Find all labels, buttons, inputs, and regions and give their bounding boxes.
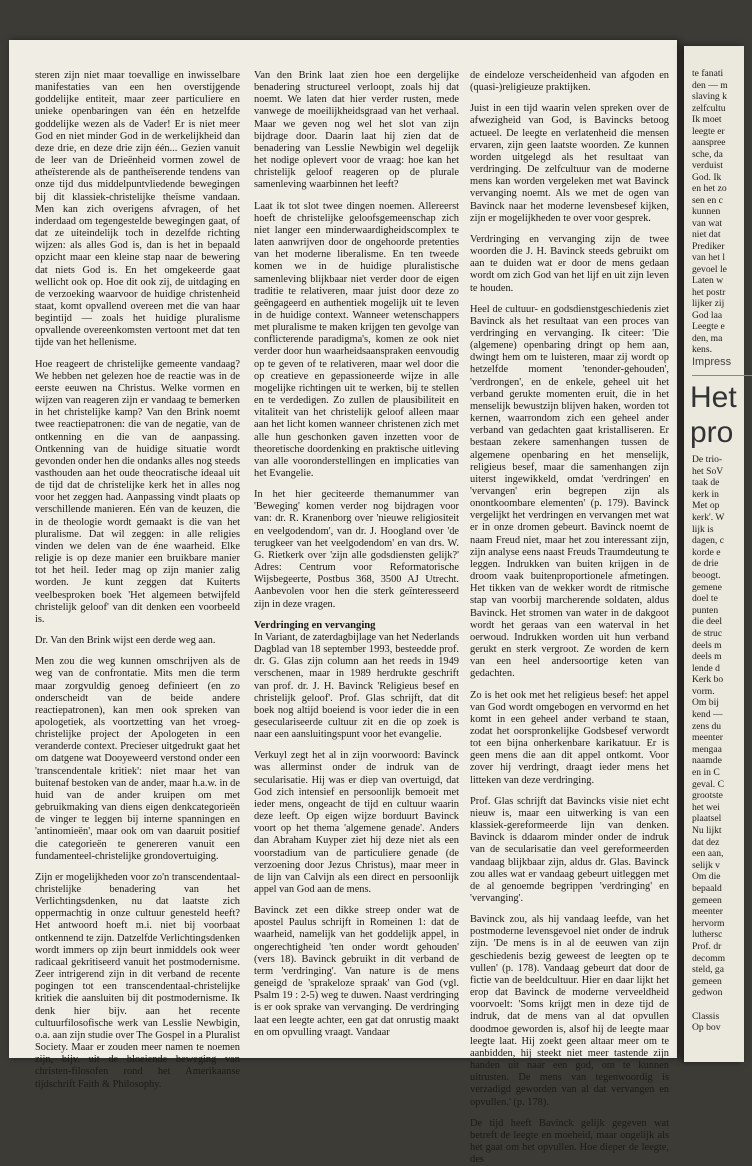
paragraph: Laat ik tot slot twee dingen noemen. Allereerst hoeft de christelijke geloofsgemeenschap zich niet langer een minderwaardigheidscomplex te laten aanwrijven door de ongehoorde pretenties van het moderne liberalisme. En ten tweede komen we in de huidige pluralistische samenleving blijkbaar niet verder door de eigen traditie te relativeren, maar juist door deze zo geëngageerd en authentiek mogelijk uit te leven in de huidige context. Wanneer wetenschappers met pluralisme te maken krijgen ten gevolge van conflicterende paradigma's, komen ze ook niet verder door hun waarheidsaanspraken eenvoudig op te geven of te relativeren, maar wel door die op creatieve en gepassioneerde wijze in alle mogelijke richtingen uit te werken, bij te stellen en te verdedigen. Zo zullen de plausibiliteit en vitaliteit van het christelijk geloof alleen maar aan het licht komen wanneer christenen zich met alle hun geschonken gaven inzetten voor de theoretische doordenking en praktische uitleving van alle vooronderstellingen en implicaties van het Evangelie. — [254, 200, 459, 479]
text-fragment: beoogt. — [692, 569, 721, 581]
paragraph: Prof. Glas schrijft dat Bavincks visie niet echt nieuw is, maar een uitwerking is van een klassiek-gereformeerde lijn van denken. Bavinck is ddaarom minder onder de indruk van de secularisatie dan veel gereformeerden vandaag blijkbaar zijn, aldus dr. Glas. Bavinck zou alles wat er vandaag gebeurt uitleggen met de al genoemde begrippen 'verdringing' en 'vervanging'. — [470, 795, 669, 904]
paragraph: Verdringing en vervanging zijn de twee woorden die J. H. Bavinck steeds gebruikt om aan te duiden wat er door de mens gedaan wordt om zich God van het lijf en uit zijn leven te houden. — [470, 233, 669, 294]
paragraph: de eindeloze verscheidenheid van afgoden en (quasi-)religieuze praktijken. — [470, 70, 669, 94]
text-fragment: Nu lijkt — [692, 825, 722, 836]
text-fragment: die deel — [692, 616, 723, 628]
text-fragment: decomm — [692, 952, 726, 964]
text-fragment: De trio- — [692, 454, 723, 465]
paragraph: Zo is het ook met het religieus besef: het appel van God wordt omgebogen en vervormd en het komt in een geheel ander verband te staan, zodat het oorspronkelijke Godsbesef verwordt tot een bijna onherkenbare karikatuur. Er is geen mens die aan dit appel ontkomt. Voor zover hij verdringt, draagt ieder mens het litteken van deze verdringing. — [470, 689, 669, 786]
text-fragment: het postr — [692, 286, 726, 298]
text-fragment: het wei — [692, 801, 720, 813]
text-fragment: lijker zij — [692, 298, 725, 309]
text-fragment: Om bij — [692, 697, 719, 709]
paragraph: De tijd heeft Bavinck gelijk gegeven wat betreft de leegte en moeheid, maar ongelijk als het gaat om het opvullen. Hoe dieper de leegte, des — [470, 1117, 669, 1166]
text-fragment: doel te — [692, 593, 718, 605]
text-fragment: dat dez — [692, 836, 720, 848]
text-fragment: Prof. dr — [692, 940, 722, 952]
newspaper-page — [9, 40, 677, 1166]
paragraph: In Variant, de zaterdagbijlage van het Nederlands Dagblad van 18 september 1993, besteedde prof. dr. G. Glas zijn column aan het reeds in 1949 verschenen, maar in 1989 herdrukte geschrift van prof. dr. J. H. Bavinck 'Religieus besef en christelijk geloof'. Prof. Glas schrijft, dat dit boek nog altijd boeiend is voor ieder die in een geseculariseerde cultuur zit en die op zoek is naar een aansluitingspunt voor het evangelie. — [254, 631, 459, 741]
text-fragment: Leegte e — [692, 321, 725, 332]
paragraph: Juist in een tijd waarin velen spreken over de afwezigheid van God, is Bavincks betoog actueel. De leegte en verlatenheid die mensen ervaren, zijn geen laatste woorden. Ze kunnen worden uitgelegd als het resultaat van verdringing. De zelfcultuur van de moderne mens kan worden vergeleken met wat Bavinck vervanging noemt. Als we met de ogen van Bavinck naar het moderne levensbesef kijken, zijn er mogelijkheden te over voor gesprek. — [470, 103, 669, 224]
adjacent-page-edge — [684, 46, 744, 1062]
text-fragment: Classis — [692, 1010, 720, 1022]
text-fragment: en het zo — [692, 183, 727, 194]
paragraph: Zijn er mogelijkheden voor zo'n transcendentaal-christelijke benadering van het Verlichtingsdenken, nu dat laatste zich oppermachtig in onze cultuur genesteld heeft? Het antwoord hoeft m.i. niet bij voorbaat ontkennend te zijn. Datzelfde Verlichtingsdenken wordt immers op zijn beurt inmiddels ook weer radicaal gekritiseerd vanuit het postmodernisme. Zeer intrigerend zijn in dit verband de recente pogingen tot een transcendentaal-christelijke kritiek die aansluiten bij dit postmodernisme. Ik denk hier bijv. aan het recente cultuurfilosofische werk van Lesslie Newbigin, o.a. aan zijn studie over The Gospel in a Pluralist Society. Maar er zouden meer namen te noemen zijn, bijv. uit de bloeiende beweging van christen-filosofen rond het Amerikaanse tijdschrift Faith & Philosophy. — [35, 871, 240, 1090]
text-fragment: Met op — [692, 500, 720, 512]
paragraph: Bavinck zet een dikke streep onder wat de apostel Paulus schrijft in Romeinen 1: dat de waarheid, namelijk van het goddelijk appel, in ongerechtigheid 'ten onder wordt gehouden' (vers 18). Bavinck gebruikt in dit verband de term 'verdringing'. Van nature is de mens geneigd de 'sprakeloze spraak' van God (vgl. Psalm 19 : 2-5) weg te duwen. Naast verdringing is er ook sprake van vervanging. De verdringing laat een leegte achter, een gat dat onrustig maakt en om opvulling vraagt. Vandaar — [254, 905, 459, 1038]
text-fragment: God laa — [692, 309, 723, 321]
text-fragment: God. Ik — [692, 171, 722, 183]
paragraph: Van den Brink laat zien hoe een dergelijke benadering structureel verloopt, zoals hij dat noemt. We laten dat hier verder rusten, mede vanwege de moeilijkheidsgraad van het verhaal. Maar we geven nog wel het slot van zijn bijdrage door. Daarin laat hij zien dat de benadering van Lesslie Newbigin wel degelijk het nodige oplevert voor de vraag: hoe kan het christelijk geloof reageren op de plurale samenleving waarbinnen het leeft? — [254, 70, 459, 191]
text-fragment: te fanati — [692, 68, 724, 79]
paragraph: steren zijn niet maar toevallige en inwisselbare manifestaties van een hen overstijgende goddelijke entiteit, maar zeer particuliere en unieke openbaringen van één en hetzelfde goddelijke wezen als de Vader! Er is niet meer God en niet minder God in de werkelijkheid dan deze drie, en deze drie zijn één... Gezien vanuit de leer van de Drieënheid vormen zowel de atheïsterende als de pantheïserende tendens van onze tijd dus middelpuntvliedende bewegingen bij dit klassiek-christelijke theïsme vandaan. Men kan zich overigens afvragen, of het inderdaad om tegengestelde bewegingen gaat, of dat ze uiteindelijk toch in dezelfde richting wijzen: als alles God is, dan is het in bepaald opzicht maar een kleine stap naar de bewering dat niets God is. En het omgekeerde gaat wellicht ook op. Hoe dit ook zij, de uitdaging en de verzoeking waarvoor de huidige christenheid staat, komt opvallend overeen met die van haar begintijd — zoals het huidige pluralisme opvallende overeenkomsten vertoont met dat ten tijde van het hellenisme. — [35, 70, 240, 349]
text-fragment: geval. C — [692, 778, 724, 790]
text-fragment: lende d — [692, 662, 720, 674]
adjacent-headline — [690, 380, 737, 450]
text-fragment: den, ma — [692, 332, 723, 344]
adjacent-kicker: Impress — [692, 356, 732, 368]
text-fragment: taak de — [692, 477, 720, 489]
text-fragment: meenter — [692, 732, 723, 744]
text-fragment: kerk'. W — [692, 511, 725, 523]
paragraph: Dr. Van den Brink wijst een derde weg aan. — [35, 635, 216, 647]
text-fragment: van het l — [692, 252, 726, 263]
text-fragment: en in C — [692, 767, 720, 779]
text-fragment: vorm. — [692, 685, 715, 697]
text-fragment: een aan, — [692, 848, 724, 860]
text-fragment: zens du — [692, 720, 722, 732]
text-fragment: het SoV — [692, 465, 724, 477]
divider — [692, 375, 752, 376]
text-fragment: niet dat — [692, 229, 721, 240]
text-fragment: Om die — [692, 871, 721, 883]
text-fragment: den — m — [692, 79, 728, 91]
text-fragment: kend — — [692, 709, 723, 721]
paragraph: Heel de cultuur- en godsdienstgeschiedenis ziet Bavinck als het resultaat van een proces van verdringing en vervanging. Ik citeer: 'Die (algemene) openbaring dringt op hem aan, dwingt hem om te luisteren, maar zij wordt op hetzelfde moment 'tenonder-gehouden', 'verdrongen', en de enkele, geheel uit het verband gerukte momenten eruit, die in het menselijk bewustzijn blijven haken, worden tot kernen, waarrondom zich een geheel ander verband van gedachten gaat kristalliseren. Er bestaan zekere samenhangen tussen de algemene openbaring en het menselijk, religieus besef, maar die samenhangen zijn uiterst ingewikkeld, omdat 'verdringen' en 'vervangen' erin begrepen zijn als onontkoombare elementen' (p. 179). Bavinck vergelijkt het verdringen en vervangen met wat er in onze dromen gebeurt. Bavinck noemt de naam Freud niet, maar het zou interessant zijn, zijn analyse eens naast Freuds Traumdeutung te leggen. Indrukken van buiten krijgen in de droom vaak buitenproportionele afmetingen. Het tikken van de wekker wordt de ritmische stap van voorbij marcherende soldaten, aldus Bavinck. Het stromen van water in de dakgoot wordt het geraas van een waterval in het oerwoud. Indrukken worden uit hun verband gerukt en sterk vergroot. Ze worden de kern van een heel andersoortige keten van gedachten. — [470, 303, 669, 680]
text-fragment: Op bov — [692, 1022, 721, 1034]
adjacent-text-fragments — [692, 68, 744, 356]
text-fragment: de struc — [692, 627, 723, 639]
text-fragment: gemene — [692, 581, 722, 593]
text-fragment: grootste — [692, 790, 723, 802]
text-fragment: dagen, c — [692, 535, 724, 547]
text-fragment: aanspree — [692, 137, 726, 148]
text-fragment: gevoel le — [692, 263, 727, 275]
text-fragment: meenter — [692, 906, 723, 918]
text-fragment — [692, 999, 744, 1011]
text-fragment: deels m — [692, 651, 722, 663]
text-fragment: van wat — [692, 217, 723, 229]
text-fragment: plaatsel — [692, 813, 722, 825]
text-fragment: naamde — [692, 755, 722, 767]
text-fragment: punten — [692, 604, 719, 616]
text-fragment: sche, da — [692, 148, 723, 160]
text-fragment: verduist — [692, 160, 723, 171]
text-fragment: Prediker — [692, 240, 725, 252]
text-fragment: Ik moet — [692, 114, 722, 125]
text-fragment: kens. — [692, 344, 712, 355]
text-fragment: sen en c — [692, 194, 723, 206]
text-fragment: Laten w — [692, 275, 724, 286]
paragraph: Bavinck zou, als hij vandaag leefde, van het postmoderne levensgevoel niet onder de indruk zijn. 'De mens is in al de eeuwen van zijn geschiedenis bezig geweest de leegten op te vullen' (p. 178). Vandaag gebeurt dat door de fictie van de beeldcultuur. Hier en daar lijkt het erop dat Bavinck de moderne verveeldheid voorvoelt: 'Soms krijgt men in deze tijd de indruk, dat de mens van al dat opvullen doodmoe geworden is, alsof hij de leegte maar leegte laat. Hij zoekt geen altaar meer om te aanbidden, hij steekt niet meer tastende zijn handen uit naar een god, om te kunnen uitrusten. De mens van tegenwoordig is verzadigd geworden van al dat vervangen en opvullen.' (p. 178). — [470, 914, 669, 1108]
text-fragment: selijk v — [692, 859, 720, 871]
paragraph: Verkuyl zegt het al in zijn voorwoord: Bavinck was allerminst onder de indruk van de secularisatie. Hij was er diep van overtuigd, dat God zich intensief en persoonlijk bemoeit met ieder mens, ongeacht de tijd en cultuur waarin deze leeft. Op eigen wijze borduurt Bavinck voort op het thema 'algemene genade'. Anders dan Abraham Kuyper ziet hij deze niet als een voorstadium van de particuliere genade (de verzoening door Jezus Christus), maar meer in de lijn van Calvijn als een direct en persoonlijk appel van God aan de mens. — [254, 750, 459, 895]
text-fragment: gemeen — [692, 894, 722, 906]
paragraph: In het hier geciteerde themanummer van 'Beweging' komen verder nog bijdragen voor van: dr. R. Kranenborg over 'nieuwe religiositeit en veelgodendom', van dr. J. Hoogland over 'de terugkeer van het veelgodendom' en van drs. W. G. Rietkerk over 'zijn alle godsdiensten gelijk?' Adres: Centrum voor Reformatorische Wijsbegeerte, Postbus 368, 3500 AJ Utrecht. Aanbevolen voor hen die sterk geïnteresseerd zijn in deze vragen. — [254, 489, 459, 610]
text-fragment: slaving k — [692, 91, 727, 102]
text-fragment: leegte er — [692, 125, 725, 137]
headline-line: pro — [690, 416, 734, 449]
paragraph: Hoe reageert de christelijke gemeente vandaag? We hebben net gelezen hoe de reactie was in de eerste eeuwen na Christus. Welke vormen en wijzen van reageren zijn er vandaag te bemerken in het christelijke kamp? Van den Brink noemt twee reactiepatronen: die van de negatie, van de ontkenning en die van de aanpassing. Ontkenning van de huidige situatie wordt gevonden onder hen die ondanks alles nog steeds vasthouden aan het oude theocratische ideaal uit de tijd dat de christelijke kerk het in alles nog voor het zeggen had. Aanpassing vindt plaats op verschillende manieren. Eén van de keuzen, die in de theologie wordt gemaakt is die van het pluralisme. Dat wil zeggen: in alle religies vinden we delen van de éne waarheid. Elke religie is op deze manier een bruikbare manier tot het heil. Ieder mag op zijn manier zalig worden. Je kunt zeggen dat Kuiterts veelbesproken boek 'Het algemeen betwijfeld christelijk geloof' van dit denken een voorbeeld is. — [35, 358, 240, 625]
article-column-2 — [254, 70, 459, 1038]
adjacent-text-fragments — [692, 454, 744, 1034]
headline-line: Het — [690, 381, 737, 414]
text-fragment: gemeen — [692, 975, 722, 987]
text-fragment: korde e — [692, 546, 721, 558]
text-fragment: kunnen — [692, 206, 721, 217]
text-fragment: steld, ga — [692, 964, 724, 976]
text-fragment: de drie — [692, 558, 719, 570]
text-fragment: hervorm — [692, 917, 725, 929]
text-fragment: zelfcultu — [692, 102, 726, 114]
article-column-3 — [470, 70, 669, 1166]
paragraph: Men zou die weg kunnen omschrijven als de weg van de confrontatie. Mits men die term maar zorgvuldig genoeg definieert (en zo onderscheidt van de beide andere reactiepatronen), kan men ook spreken van apologetiek, als voortzetting van het vroeg-christelijke project der Apologeten in een veranderde context. Precieser uitgedrukt gaat het om datgene wat Dooyeweerd verstond onder een 'transcendentale kritiek': niet maar het van buitenaf bestoken van de ander, maar h.a.w. in de huid van de ander kruipen om met gebruikmaking van diens eigen denkcategorieën de vinger te leggen bij interne spanningen en 'antinomieën', maar ook om van daaruit positief die categorieën te genereren vanuit een fundamenteel-christelijke grondovertuiging. — [35, 656, 240, 862]
text-fragment: deels m — [692, 639, 722, 651]
text-fragment: Kerk bo — [692, 674, 724, 686]
section-heading: Verdringing en vervanging — [254, 619, 376, 631]
text-fragment: lijk is — [692, 523, 714, 535]
article-column-1 — [35, 70, 240, 1090]
text-fragment: kerk in — [692, 488, 719, 500]
text-fragment: mengaa — [692, 743, 722, 755]
text-fragment: gedwon — [692, 987, 723, 999]
text-fragment: luthersc — [692, 929, 723, 941]
text-fragment: bepaald — [692, 882, 722, 894]
